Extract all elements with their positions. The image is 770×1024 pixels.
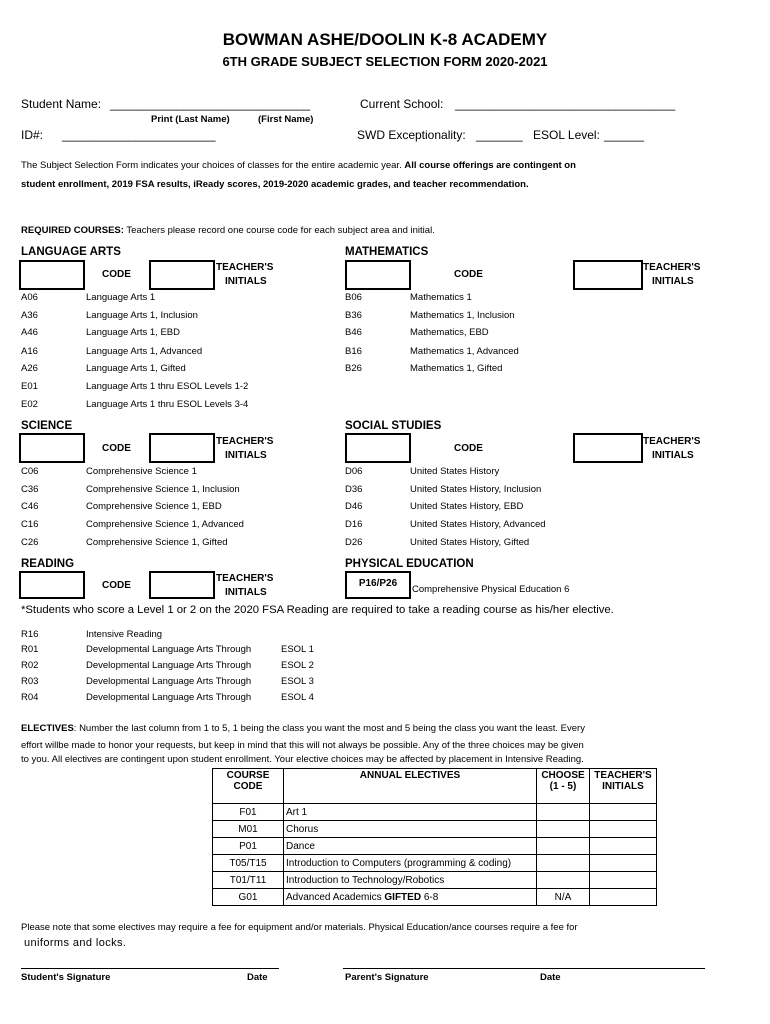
elective-name: Introduction to Technology/Robotics [284,872,537,889]
science-teachers-label: TEACHER'S [216,436,274,447]
swd-field[interactable]: _______ [476,128,523,142]
table-row [213,821,657,838]
language-arts-initials-label: INITIALS [225,276,267,287]
course-code: B26 [345,363,362,374]
course-code: A46 [21,327,38,338]
teacher-initials-header [590,769,657,804]
table-row [213,855,657,872]
social-studies-teachers-label: TEACHER'S [643,436,701,447]
course-code: R03 [21,676,39,687]
course-code: D36 [345,484,363,495]
electives-table [212,768,657,906]
elective-name: Advanced Academics [286,891,385,903]
elective-choose-cell[interactable] [537,821,590,838]
course-code: C06 [21,466,39,477]
required-courses-label: REQUIRED COURSES: [21,225,124,236]
course-name: United States History, EBD [410,501,524,512]
swd-label: SWD Exceptionality: [357,128,466,142]
print-first-name-label: (First Name) [258,114,314,125]
course-name: United States History [410,466,500,477]
student-date-label: Date [247,972,268,983]
reading-code-box[interactable] [19,571,85,599]
elective-initials-cell[interactable] [590,804,657,821]
intro-line-2: student enrollment, 2019 FSA results, iReady scores, 2019-2020 academic grades, and teacher recommendation. [21,179,529,190]
course-esol: ESOL 1 [281,644,314,655]
elective-name: Art 1 [284,804,537,821]
elective-choose-cell[interactable] [537,872,590,889]
intro-line-1 [21,160,576,171]
elective-code: M01 [213,821,284,838]
science-initials-box[interactable] [149,433,215,463]
course-name: Mathematics 1 [410,292,472,303]
social-studies-initials-label: INITIALS [652,450,694,461]
course-code: D06 [345,466,363,477]
student-signature-label: Student's Signature [21,972,111,983]
required-courses-text: Teachers please record one course code for each subject area and initial. [126,225,435,236]
form-title: 6TH GRADE SUBJECT SELECTION FORM 2020-2021 [222,54,548,69]
elective-choose-cell[interactable] [537,804,590,821]
current-school-label: Current School: [360,97,444,111]
course-code-header-2: CODE [233,781,263,792]
table-row [213,889,657,906]
electives-header-row [213,769,657,804]
course-code: A06 [21,292,38,303]
social-studies-initials-box[interactable] [573,433,643,463]
course-name: Language Arts 1 [86,292,156,303]
social-studies-code-label: CODE [454,443,483,454]
course-code: R16 [21,629,39,640]
mathematics-code-box[interactable] [345,260,411,290]
course-code: E02 [21,399,38,410]
elective-initials-cell[interactable] [590,889,657,906]
course-name: Language Arts 1, Advanced [86,346,203,357]
elective-name-cell [284,889,537,906]
language-arts-code-box[interactable] [19,260,85,290]
course-code: R02 [21,660,39,671]
course-code: D16 [345,519,363,530]
reading-initials-label: INITIALS [225,587,267,598]
school-title: BOWMAN ASHE/DOOLIN K-8 ACADEMY [222,30,548,49]
print-last-name-label: Print (Last Name) [151,114,230,125]
course-code-header-1: COURSE [226,770,270,781]
course-code: B36 [345,310,362,321]
elective-code: G01 [213,889,284,906]
course-code: E01 [21,381,38,392]
elective-code: T05/T15 [213,855,284,872]
elective-gifted-label: GIFTED [384,891,422,903]
course-code: R04 [21,692,39,703]
course-code: D46 [345,501,363,512]
fee-note-line-1: Please note that some electives may require a fee for equipment and/or materials. Physical Education/ance courses require a fee for [21,922,578,933]
course-name: United States History, Advanced [410,519,546,530]
choose-header-1: CHOOSE [541,770,585,781]
course-name: Comprehensive Science 1, Advanced [86,519,244,530]
pe-course-name: Comprehensive Physical Education 6 [412,584,570,595]
elective-code: T01/T11 [213,872,284,889]
parent-signature-label: Parent's Signature [345,972,429,983]
social-studies-code-box[interactable] [345,433,411,463]
elective-name: Chorus [284,821,537,838]
course-name: Comprehensive Science 1, Gifted [86,537,228,548]
course-name: United States History, Gifted [410,537,530,548]
social-studies-title: SOCIAL STUDIES [345,420,442,432]
course-esol: ESOL 2 [281,660,314,671]
choose-header [537,769,590,804]
course-code: D26 [345,537,363,548]
course-code: C26 [21,537,39,548]
course-name: Mathematics 1, Inclusion [410,310,515,321]
science-code-label: CODE [102,443,131,454]
mathematics-title: MATHEMATICS [345,246,429,258]
course-name: United States History, Inclusion [410,484,542,495]
science-initials-label: INITIALS [225,450,267,461]
course-name: Intensive Reading [86,629,163,640]
student-signature-line[interactable] [21,968,279,969]
teacher-header-1: TEACHER'S [594,770,652,781]
mathematics-teachers-label: TEACHER'S [643,262,701,273]
course-name: Comprehensive Science 1 [86,466,197,477]
table-row [213,804,657,821]
course-name: Mathematics, EBD [410,327,489,338]
elective-code: F01 [213,804,284,821]
choose-header-2: (1 - 5) [549,781,577,792]
course-name: Language Arts 1, Gifted [86,363,186,374]
course-code: B46 [345,327,362,338]
course-esol: ESOL 4 [281,692,314,703]
table-row [213,872,657,889]
elective-code: P01 [213,838,284,855]
reading-initials-box[interactable] [149,571,215,599]
intro-bold-text: All course offerings are contingent on [404,160,576,171]
elective-initials-cell[interactable] [590,872,657,889]
elective-initials-cell[interactable] [590,821,657,838]
id-label: ID#: [21,128,44,142]
pe-title: PHYSICAL EDUCATION [345,558,474,570]
electives-instructions-1 [21,723,585,734]
language-arts-initials-box[interactable] [149,260,215,290]
elective-initials-cell[interactable] [590,855,657,872]
course-code: C46 [21,501,39,512]
elective-choose-cell[interactable] [537,855,590,872]
id-field[interactable]: _______________________ [62,128,216,142]
required-courses-line [21,225,435,236]
course-code: C16 [21,519,39,530]
course-name: Language Arts 1 thru ESOL Levels 3-4 [86,399,249,410]
mathematics-code-label: CODE [454,269,483,280]
mathematics-initials-label: INITIALS [652,276,694,287]
student-name-field[interactable]: ______________________________ [110,97,311,111]
parent-signature-line[interactable] [343,968,705,969]
current-school-field[interactable]: _________________________________ [455,97,676,111]
course-name: Language Arts 1 thru ESOL Levels 1-2 [86,381,249,392]
course-code: A16 [21,346,38,357]
science-title: SCIENCE [21,420,73,432]
reading-note: *Students who score a Level 1 or 2 on the 2020 FSA Reading are required to take a reading course as his/her elective. [21,604,614,616]
course-name: Developmental Language Arts Through [86,676,252,687]
elective-grade-range: 6-8 [421,891,439,903]
intro-text: The Subject Selection Form indicates your choices of classes for the entire academic year. [21,160,402,171]
electives-instructions-3: to you. All electives are contingent upon student enrollment. Your elective choices may be affected by placement in Intensive Reading. [21,754,584,765]
course-name: Developmental Language Arts Through [86,644,252,655]
course-code: A26 [21,363,38,374]
teacher-header-2: INITIALS [602,781,644,792]
elective-choose-cell: N/A [537,889,590,906]
annual-electives-header: ANNUAL ELECTIVES [284,769,537,804]
language-arts-code-label: CODE [102,269,131,280]
language-arts-title: LANGUAGE ARTS [21,246,121,258]
pe-code: P16/P26 [358,578,398,589]
reading-title: READING [21,558,75,570]
course-code: B06 [345,292,362,303]
table-row [213,838,657,855]
mathematics-initials-box[interactable] [573,260,643,290]
course-code: C36 [21,484,39,495]
course-name: Language Arts 1, Inclusion [86,310,198,321]
course-code-header [213,769,284,804]
electives-instructions-2: effort willbe made to honor your requests, but keep in mind that this will not always be possible. Any of the three choices may be given [21,740,584,751]
science-code-box[interactable] [19,433,85,463]
course-name: Mathematics 1, Gifted [410,363,503,374]
course-name: Mathematics 1, Advanced [410,346,519,357]
elective-name: Dance [284,838,537,855]
course-name: Developmental Language Arts Through [86,692,252,703]
electives-label: ELECTIVES [21,723,74,734]
course-esol: ESOL 3 [281,676,314,687]
esol-field[interactable]: ______ [604,128,645,142]
course-name: Developmental Language Arts Through [86,660,252,671]
reading-code-label: CODE [102,580,131,591]
course-code: R01 [21,644,39,655]
esol-label: ESOL Level: [533,128,600,142]
course-name: Comprehensive Science 1, EBD [86,501,222,512]
course-code: A36 [21,310,38,321]
parent-date-label: Date [540,972,561,983]
course-name: Comprehensive Science 1, Inclusion [86,484,240,495]
electives-text-1: : Number the last column from 1 to 5, 1 being the class you want the most and 5 being the class you want the least. Every [73,723,585,734]
elective-initials-cell[interactable] [590,838,657,855]
elective-name: Introduction to Computers (programming & coding) [284,855,537,872]
language-arts-teachers-label: TEACHER'S [216,262,274,273]
elective-choose-cell[interactable] [537,838,590,855]
course-code: B16 [345,346,362,357]
course-name: Language Arts 1, EBD [86,327,181,338]
fee-note-line-2: uniforms and locks. [24,937,127,949]
reading-teachers-label: TEACHER'S [216,573,274,584]
student-name-label: Student Name: [21,97,102,111]
